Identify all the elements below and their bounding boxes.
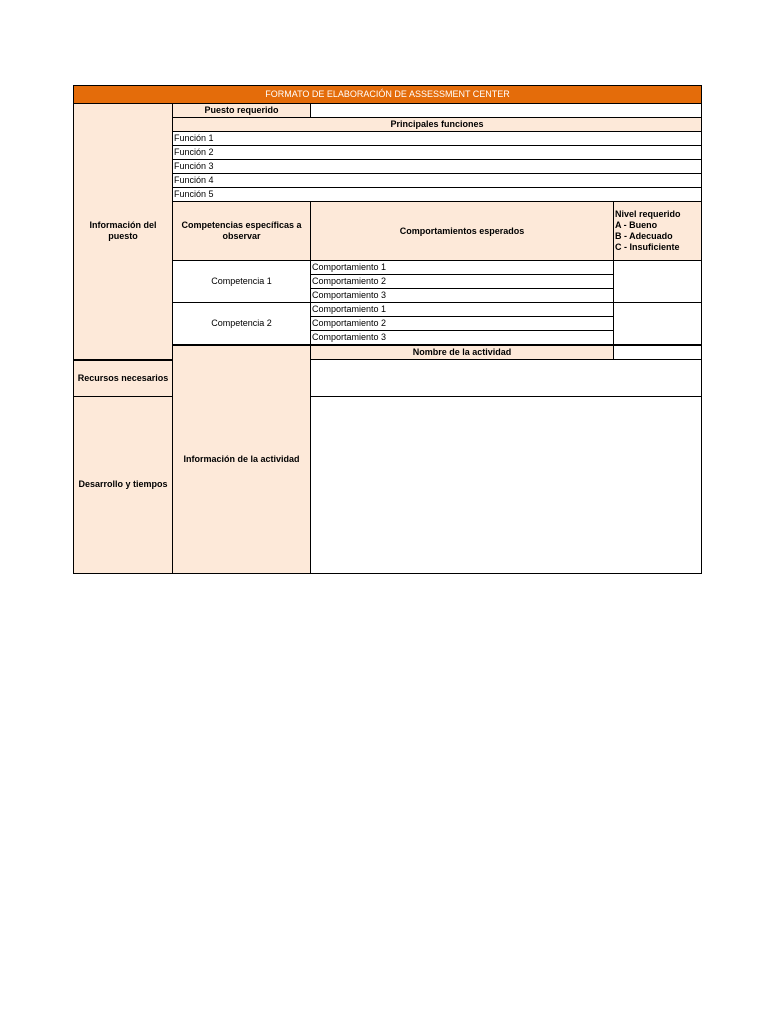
competencia-2-comportamiento-2[interactable]: Comportamiento 2 — [311, 317, 614, 331]
nivel-c-insuficiente: C - Insuficiente — [615, 242, 680, 252]
recursos-label: Recursos necesarios — [74, 360, 173, 397]
competencia-1-comportamiento-3[interactable]: Comportamiento 3 — [311, 289, 614, 303]
nombre-actividad-label: Nombre de la actividad — [311, 345, 614, 360]
competencia-2-nivel-field[interactable] — [614, 303, 702, 346]
nivel-a-bueno: A - Bueno — [615, 220, 658, 230]
competencia-1-comportamiento-2[interactable]: Comportamiento 2 — [311, 275, 614, 289]
section-label-puesto: Información del puesto — [74, 104, 173, 360]
competencia-2-comportamiento-1[interactable]: Comportamiento 1 — [311, 303, 614, 317]
nombre-actividad-field[interactable] — [614, 345, 702, 360]
puesto-requerido-field[interactable] — [311, 104, 702, 118]
funcion-row-1[interactable]: Función 1 — [173, 132, 702, 146]
funcion-row-2[interactable]: Función 2 — [173, 146, 702, 160]
desarrollo-field[interactable] — [311, 396, 702, 573]
nivel-requerido-title: Nivel requerido — [615, 209, 681, 219]
funcion-row-5[interactable]: Función 5 — [173, 188, 702, 202]
nivel-b-adecuado: B - Adecuado — [615, 231, 673, 241]
competencia-2-label: Competencia 2 — [173, 303, 311, 346]
comportamientos-header: Comportamientos esperados — [311, 202, 614, 261]
principales-funciones-header: Principales funciones — [173, 118, 702, 132]
competencia-1-label: Competencia 1 — [173, 261, 311, 303]
recursos-field[interactable] — [311, 360, 702, 397]
funcion-row-3[interactable]: Función 3 — [173, 160, 702, 174]
funcion-row-4[interactable]: Función 4 — [173, 174, 702, 188]
desarrollo-label: Desarrollo y tiempos — [74, 396, 173, 573]
section-label-actividad: Información de la actividad — [173, 345, 311, 573]
competencia-2-comportamiento-3[interactable]: Comportamiento 3 — [311, 331, 614, 346]
competencia-1-comportamiento-1[interactable]: Comportamiento 1 — [311, 261, 614, 275]
form-title: FORMATO DE ELABORACIÓN DE ASSESSMENT CENTER — [74, 86, 702, 104]
puesto-requerido-label: Puesto requerido — [173, 104, 311, 118]
assessment-center-form — [73, 85, 702, 574]
nivel-requerido-header — [614, 202, 702, 261]
competencias-header: Competencias específicas a observar — [173, 202, 311, 261]
competencia-1-nivel-field[interactable] — [614, 261, 702, 303]
